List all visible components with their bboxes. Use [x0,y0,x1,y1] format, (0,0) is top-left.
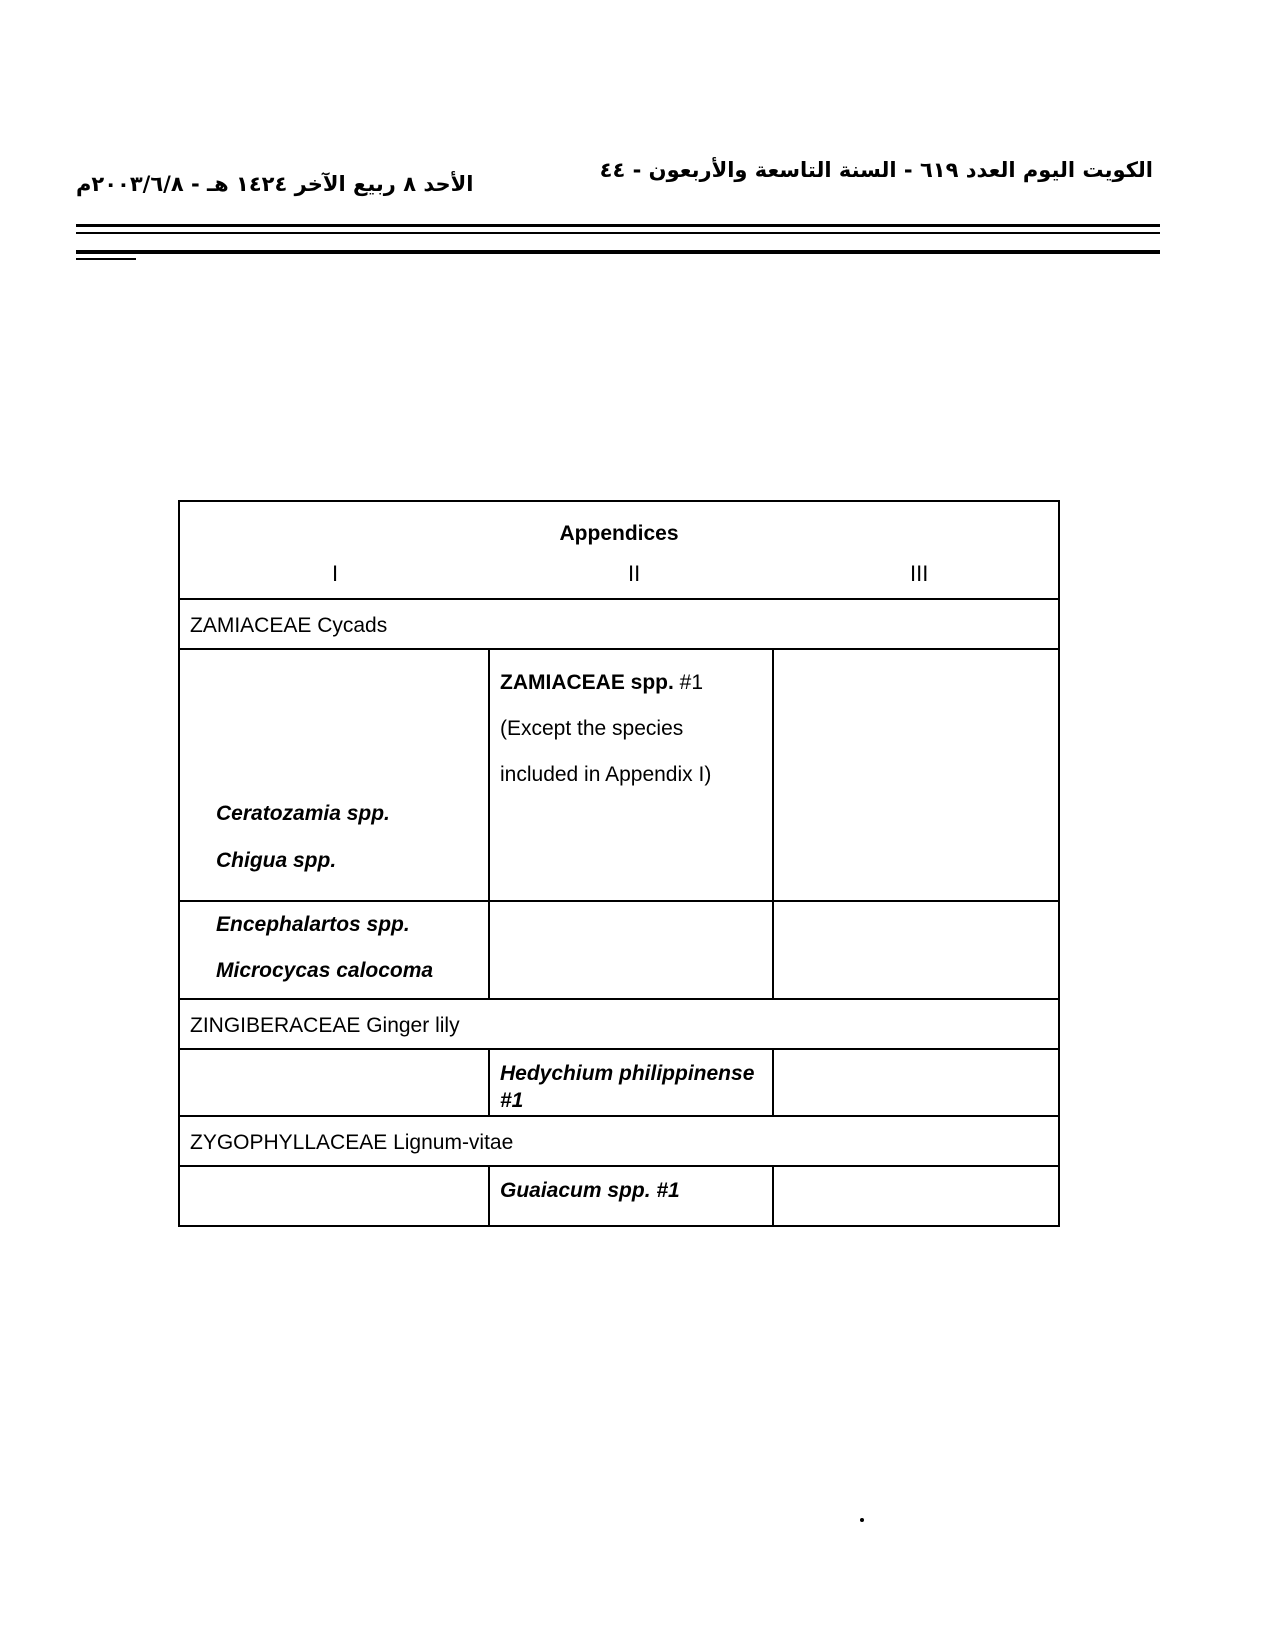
appendix-ii-cell [489,649,773,901]
column-header-i: I [332,561,339,586]
family-row-zamiaceae: ZAMIACEAE Cycads [179,599,1059,649]
appendix-ii-cell: Guaiacum spp. #1 [489,1166,773,1226]
family-row-zygophyllaceae: ZYGOPHYLLACEAE Lignum-vitae [179,1116,1059,1166]
species-name: Ceratozamia spp. [216,802,390,825]
scan-speck [860,1518,864,1522]
species-name: Chigua spp. [216,849,337,872]
header-issue-info: الكويت اليوم العدد ٦١٩ - السنة التاسعة والأربعون - ٤٤ [599,158,1153,182]
appendices-header [179,501,1059,599]
header-date: الأحد ٨ ربيع الآخر ١٤٢٤ هـ - ٢٠٠٣/٦/٨م [76,172,474,196]
annotation-text: #1 (Except the species included in Appendix I) [500,671,712,786]
appendix-iii-cell [773,649,1059,901]
species-name: Microcycas calocoma [216,959,434,982]
appendices-title: Appendices [559,522,679,545]
header-rule [76,258,136,260]
appendix-i-cell [179,649,489,901]
species-name: Encephalartos spp. [216,913,410,936]
appendix-ii-cell [489,901,773,999]
column-header-ii: II [628,561,641,586]
appendices-table [178,500,1060,1227]
appendix-i-cell [179,1049,489,1116]
appendix-i-cell [179,1166,489,1226]
column-header-iii: III [910,561,929,586]
appendix-iii-cell [773,1049,1059,1116]
species-name: ZAMIACEAE spp. [500,671,674,694]
family-row-zingiberaceae: ZINGIBERACEAE Ginger lily [179,999,1059,1049]
appendix-i-cell [179,901,489,999]
header-rule [76,250,1160,254]
appendix-iii-cell [773,1166,1059,1226]
appendix-ii-cell: Hedychium philippinense #1 [489,1049,773,1116]
header-rule [76,232,1160,234]
header-rule [76,224,1160,227]
appendix-iii-cell [773,901,1059,999]
